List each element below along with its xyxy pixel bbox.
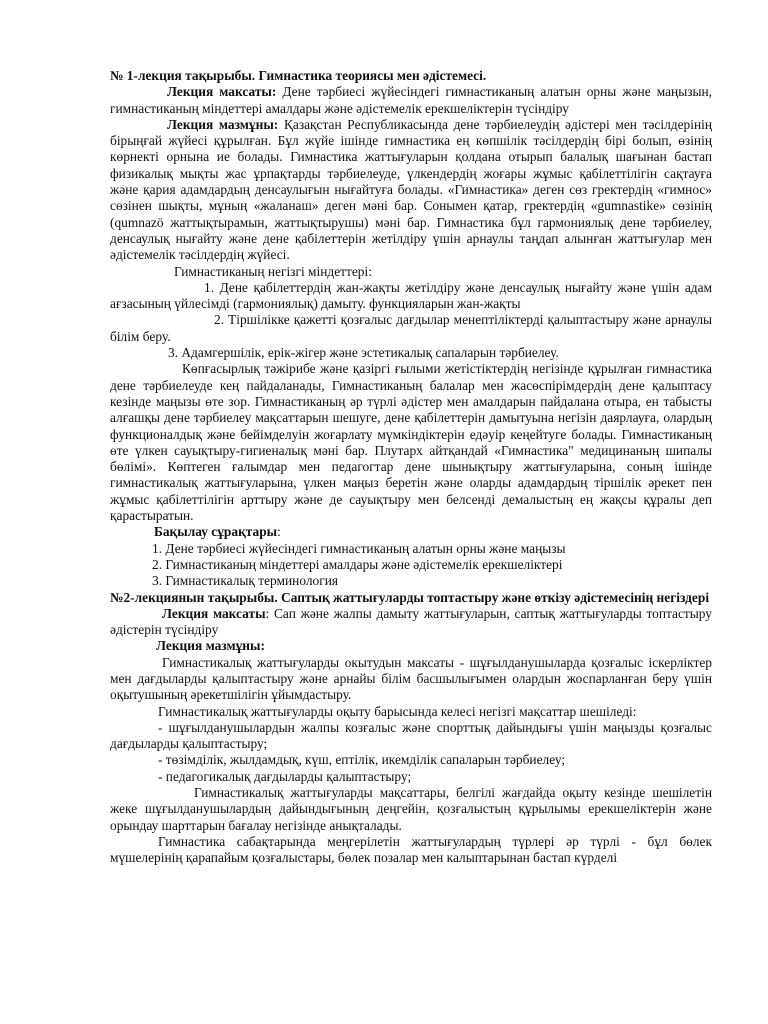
- lecture1-question-3: 3. Гимнастикалық терминология: [152, 573, 339, 589]
- lecture2-item-2: - төзімділік, жылдамдық, күш, ептілік, икемділік сапаларын тәрбиелеу;: [158, 752, 566, 768]
- lecture2-item-1: - шұғылданушылардын жалпы козғалыс және спорттық дайындығы үшін маңызды қозғалыс дағдыларды қалыптастыру;: [110, 719, 712, 752]
- lecture1-questions-colon: :: [277, 524, 281, 540]
- lecture1-tasks-heading: Гимнастиканың негізгі міндеттері:: [174, 263, 372, 279]
- lecture2-purpose: [110, 606, 712, 639]
- lecture2-purpose-label: Лекция максаты: [162, 605, 266, 621]
- lecture1-content-label: Лекция мазмұны:: [167, 116, 279, 132]
- lecture1-content-text: Қазақстан Республикасында дене тәрбиелеудің әдістері мен тәсілдерінің бірыңғай жүйесі құрылған. Бұл жүйе ішінде гимнастика ең көпшілік тәсілдердің бірі болып, өзінің көрнекті орнына ие болады. Гимнастика жаттығуларын қолдана отырып балалық шағынан бастап физикалық мықты жас ұрпақтарды тәрбиелеуде, үлкендердің жоғары жұмыс қабілеттілігін сақтауға және қария адамдардың денсаулығын нығайтуға болады. «Гимнастика» деген сөз гректердің «гимнос» сөзінен шықты, мұның «жаланаш» деген мәні бар. Сонымен қатар, гректердің «gumnastike» сөзінің (qumnazö жаттықтырамын, жаттықтырушы) мәні бар. Гимнастика бұл гармониялық дене тәрбиелеу, денсаулық нығайту және дене қабілеттерін жетілдіру үшін арнаулы таңдап алынған жаттығулар мен әдістемелік тәсілдердің жүйесі.: [110, 116, 712, 263]
- lecture1-content: [110, 117, 712, 264]
- lecture2-item-3: - педагогикалық дағдыларды қалыптастыру;: [158, 768, 412, 784]
- lecture2-paragraph-4: Гимнастика сабақтарында меңгерілетін жаттығулардың түрлері әр түрлі - бұл бөлек мүшелерінің қарапайым қозғалыстары, бөлек позалар мен калыптарынан бастап күрделі: [110, 833, 712, 866]
- lecture1-question-1: 1. Дене тәрбиесі жүйесіндегі гимнастиканың алатын орны және маңызы: [152, 540, 566, 556]
- lecture1-task-1: 1. Дене қабілеттердің жан-жақты жетілдіру және денсаулық нығайту және үшін адам ағзасының үйлесімді (гармониялық) дамыту. функцияларын жан-жақты: [110, 279, 712, 312]
- lecture1-purpose: [110, 84, 712, 117]
- lecture1-task-3: 3. Адамгершілік, ерік-жігер және эстетикалық сапаларын тәрбиелеу.: [168, 345, 559, 361]
- lecture1-long-paragraph: Көпғасырлық тәжірибе және қазіргі ғылыми жетістіктердің негізінде құрылған гимнастика дене тәрбиелеуде кең пайдаланады, Гимнастиканың балалар мен жасөспірімдердің дене қалыптасу кезінде маңызы өте зор. Гимнастиканың әр түрлі әдістер мен амалдарын пайдалана отыра, ен табысты алғашқы дене тәрбиелеу мақсаттарын шешуге, дене қабілеттерін дамытуына негізін даярлауға, олардың функционалдық және бейімделуін жоғарлату мүмкіндіктерін едәуір кеңейтуге болады. Гимнастиканың өте үлкен сауықтыру-гигиеналық мәні бар. Плутарх айтқандай «Гимнастика" медицинаның шипалы бөлімі». Көптеген ғалымдар мен педагогтар дене шынықтыру жаттығуларына, соның ішінде гимнастикалық жаттығуларына, үлкен маңыз беретін және оларды адамдардың тіршілік әрекет пен жұмыс қабілеттілігін арттыру және де сауықтыру мен белсенді демалыстың ең жақсы құралы деп қарастыратын.: [110, 361, 712, 524]
- lecture1-title: № 1-лекция тақырыбы. Гимнастика теориясы мен әдістемесі.: [110, 68, 487, 83]
- document-body: [110, 68, 712, 867]
- lecture2-paragraph-2: Гимнастикалық жаттығуларды оқыту барысында келесі негізгі мақсаттар шешіледі:: [158, 703, 637, 719]
- lecture1-task-2: 2. Тіршілікке қажетті қозғалыс дағдылар менептіліктерді қалыптастыру және арнаулы білім беру.: [110, 312, 712, 344]
- lecture1-questions-heading: [110, 524, 712, 540]
- lecture1-question-2: 2. Гимнастиканың міндеттері амалдары және әдістемелік ерекшеліктері: [152, 556, 563, 572]
- lecture2-paragraph-1: Гимнастикалық жаттығуларды окытудын максаты - шұғылданушыларда қозғалыс іскерліктер мен дағдыларды қалыптастыру және арнайы білім басшылығымен олардын жоспарланған беру үшін оқытушының әрекетшілігін ұйымдастыру.: [110, 654, 712, 703]
- lecture2-paragraph-3: Гимнастикалық жаттығуларды мақсаттары, белгілі жағдайда оқыту кезінде шешілетін жеке шұғылданушылардың дайындығының деңгейін, қозғалыстың құрылымы ерекшеліктерін және орындау шарттарын бағалау негізінде анықталады.: [110, 785, 712, 833]
- lecture2-content-label: Лекция мазмұны:: [156, 638, 265, 654]
- lecture1-purpose-text: Дене тәрбиесі жүйесіндегі гимнастиканың алатын орны және маңызын, гимнастиканың міндеттері амалдары және әдістемелік ерекшеліктерін түсіндіру: [110, 84, 712, 116]
- lecture1-purpose-label: Лекция максаты:: [167, 84, 277, 100]
- lecture2-title: №2-лекциянын тақырыбы. Саптық жаттығуларды топтастыру және өткізу әдістемесінің негіздері: [110, 589, 710, 605]
- lecture1-questions-label: Бақылау сұрақтары: [154, 524, 278, 540]
- lecture2-purpose-text: : Сап және жалпы дамыту жаттығуларын, саптық жаттығуларды топтастыру әдістерін түсіндіру: [110, 605, 712, 638]
